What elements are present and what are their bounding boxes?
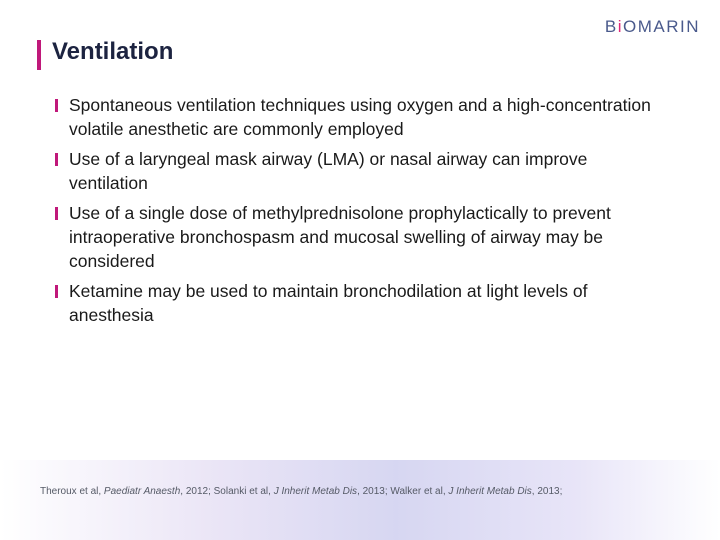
bullet-item bbox=[55, 93, 655, 141]
title-accent-bar bbox=[37, 40, 41, 70]
bullet-marker bbox=[55, 153, 58, 166]
bullet-item bbox=[55, 201, 655, 273]
reference-citation: Theroux et al, Paediatr Anaesth, 2012; Solanki et al, J Inherit Metab Dis, 2013; Walker et al, J Inherit Metab Dis, 2013; bbox=[40, 486, 563, 497]
bullet-item bbox=[55, 147, 655, 195]
bullet-text: Ketamine may be used to maintain bronchodilation at light levels of anesthesia bbox=[69, 281, 588, 325]
slide-title: Ventilation bbox=[52, 38, 174, 65]
bullet-text: Spontaneous ventilation techniques using oxygen and a high-concentration volatile anesthetic are commonly employed bbox=[69, 95, 651, 139]
bullet-text: Use of a laryngeal mask airway (LMA) or nasal airway can improve ventilation bbox=[69, 149, 588, 193]
bullet-marker bbox=[55, 207, 58, 220]
footer-gradient bbox=[0, 460, 720, 540]
bullet-list bbox=[55, 93, 655, 333]
bullet-text: Use of a single dose of methylprednisolone prophylactically to prevent intraoperative bronchospasm and mucosal swelling of airway may be considered bbox=[69, 203, 611, 271]
biomarin-logo: BiOMARIN bbox=[604, 17, 700, 36]
bullet-marker bbox=[55, 99, 58, 112]
bullet-marker bbox=[55, 285, 58, 298]
bullet-item bbox=[55, 279, 655, 327]
